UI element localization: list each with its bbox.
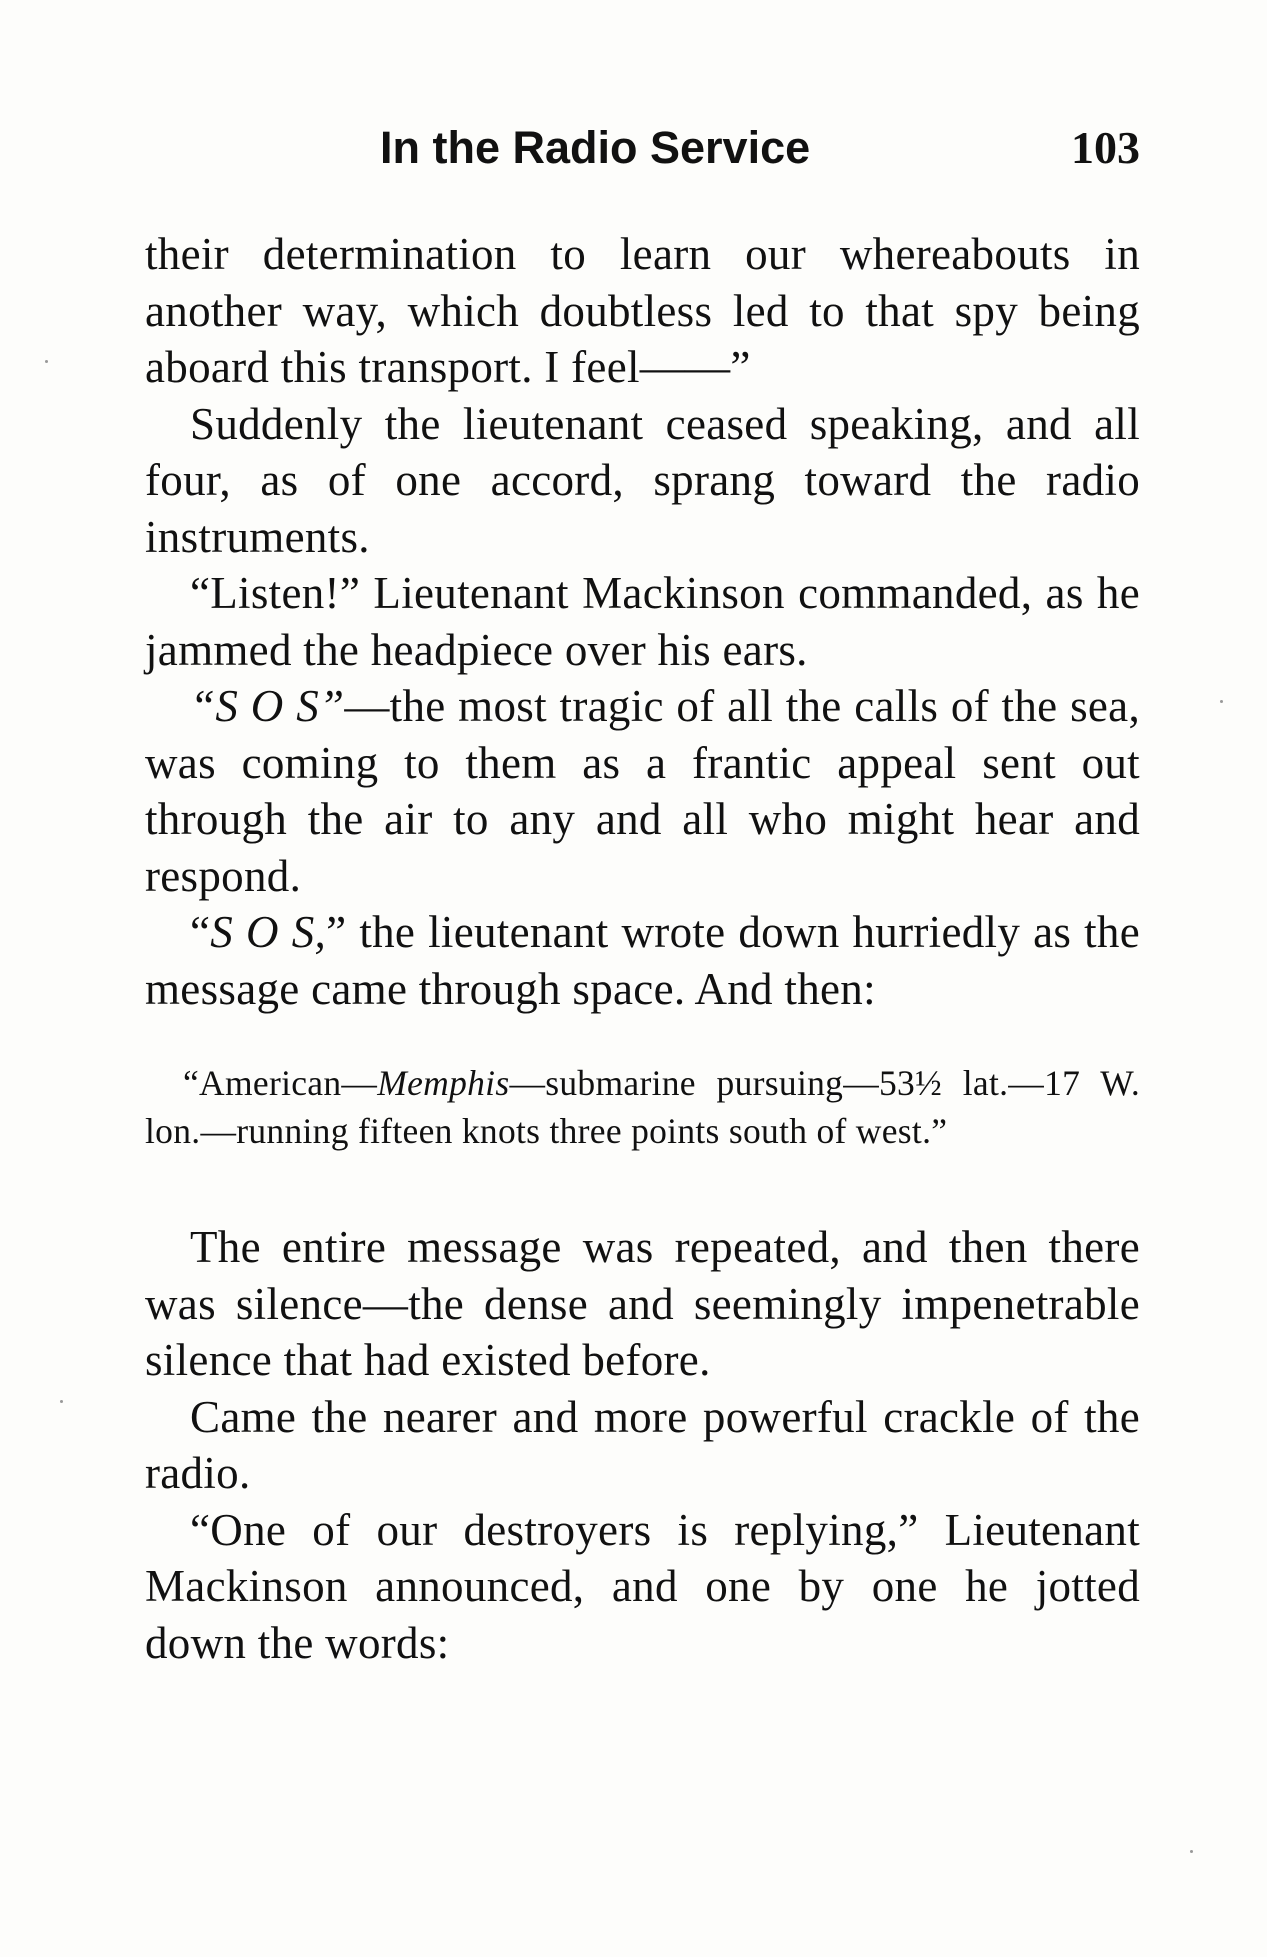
paper-speck	[45, 360, 48, 363]
quote-rest: —submarine pursuing—53½ lat.—17 W. lon.—running fifteen knots three points south of west.”	[145, 1063, 1140, 1151]
quote-start: “American—	[183, 1063, 378, 1103]
paper-speck	[1220, 700, 1223, 703]
paragraph-5	[145, 904, 1140, 1017]
open-quote: “	[190, 907, 211, 957]
paragraph-3: “Listen!” Lieutenant Mackinson commanded, as he jammed the headpiece over his ears.	[145, 568, 1140, 675]
paragraph-4-rest: —the most tragic of all the calls of the sea, was coming to them as a frantic appeal sent out through the air to any and all who might hear and respond.	[145, 681, 1140, 901]
paragraph-6: The entire message was repeated, and then there was silence—the dense and seemingly impenetrable silence that had existed before.	[145, 1222, 1140, 1385]
body-text	[145, 226, 1140, 1671]
radio-message-quote	[145, 1059, 1140, 1155]
paragraph-7: Came the nearer and more powerful crackle of the radio.	[145, 1391, 1140, 1498]
sos-written-text: S O S,	[210, 907, 327, 957]
paper-speck	[1190, 1850, 1193, 1853]
paragraph-2: Suddenly the lieutenant ceased speaking, and all four, as of one accord, sprang toward the radio instruments.	[145, 398, 1140, 562]
paragraph-1: their determination to learn our whereabouts in another way, which doubtless led to that spy being aboard this transport. I feel——”	[145, 229, 1140, 392]
paragraph-8: “One of our destroyers is replying,” Lieutenant Mackinson announced, and one by one he jotted down the words:	[145, 1504, 1140, 1668]
paragraph-5-rest: ” the lieutenant wrote down hurriedly as the message came through space. And then:	[145, 907, 1140, 1014]
paragraph-4	[145, 678, 1140, 904]
ship-name: Memphis	[377, 1063, 510, 1103]
running-title: In the Radio Service	[380, 122, 811, 173]
running-header	[145, 118, 1140, 178]
sos-call-text: “S O S”	[190, 681, 345, 731]
radio-message-text	[145, 1059, 1140, 1155]
paper-speck	[60, 1400, 63, 1403]
page-number: 103	[1071, 122, 1140, 173]
